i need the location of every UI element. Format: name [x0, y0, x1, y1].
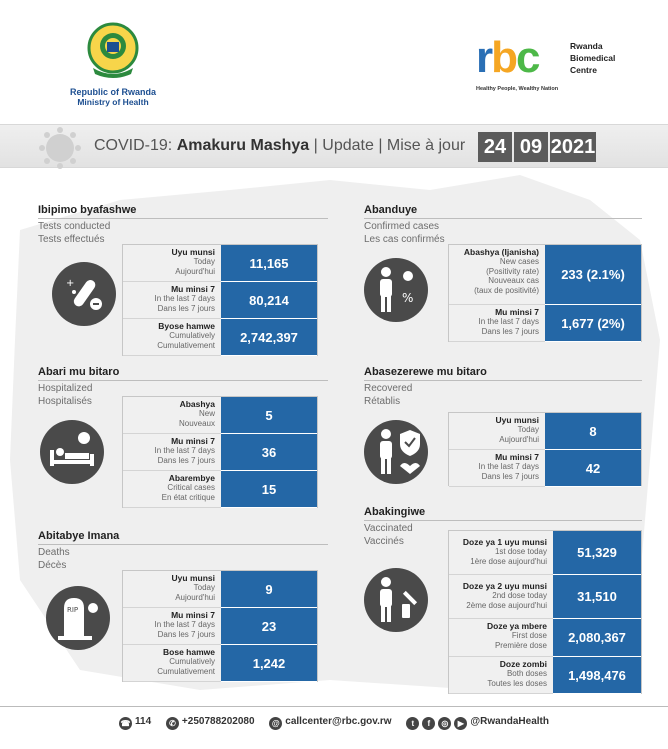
- vaccinated-sub-en: Vaccinated: [364, 523, 413, 534]
- rbc-name: Rwanda Biomedical Centre: [570, 41, 616, 75]
- vaccinated-title: Abakingiwe: [364, 506, 426, 518]
- tests-sub-fr: Tests effectués: [38, 234, 105, 245]
- vaccinated-row-both-doses: Doze zombi Both doses Toutes les doses 1,498,476: [449, 657, 641, 694]
- hospitalized-value: 5: [221, 397, 317, 434]
- date-year: 2021: [550, 132, 596, 162]
- tombstone-icon: [46, 586, 110, 650]
- svg-text:+: +: [66, 278, 75, 289]
- date-month: 09: [514, 132, 548, 162]
- footer-divider: [0, 706, 668, 707]
- hospitalized-panel: [122, 396, 318, 508]
- title-bar: [0, 124, 668, 168]
- vaccinated-value: 51,329: [553, 531, 641, 575]
- tests-panel: [122, 244, 318, 356]
- deaths-row-today: Uyu munsi Today Aujourd'hui 9: [123, 571, 317, 608]
- tests-sub-en: Tests conducted: [38, 221, 111, 232]
- confirmed-value: 233 (2.1%): [545, 245, 641, 305]
- confirmed-value: 1,677 (2%): [545, 305, 641, 342]
- recovered-value: 42: [545, 450, 641, 487]
- title-text: COVID-19: Amakuru Mashya | Update | Mise à jour: [94, 137, 466, 154]
- confirmed-row-new: Abashya (Ijanisha) New cases (Positivity rate) Nouveaux cas (taux de positivité) 233 (2.1%): [449, 245, 641, 305]
- republic-label: Republic of Rwanda: [69, 87, 156, 97]
- rwanda-emblem-icon: [87, 22, 139, 80]
- vaccinated-sub-fr: Vaccinés: [364, 536, 404, 547]
- deaths-row-7days: Mu minsi 7 In the last 7 days Dans les 7 jours 23: [123, 608, 317, 645]
- instagram-icon: ◎: [438, 717, 451, 730]
- hospitalized-divider: [38, 380, 328, 381]
- hospitalized-sub-en: Hospitalized: [38, 383, 93, 394]
- tests-title: Ibipimo byafashwe: [38, 204, 137, 216]
- deaths-value: 1,242: [221, 645, 317, 682]
- social-link[interactable]: t f ◎ ▶ @RwandaHealth: [406, 716, 549, 727]
- hotline-link[interactable]: ☎ 114: [120, 716, 152, 728]
- deaths-row-cumulative: Bose hamwe Cumulatively Cumulativement 1,242: [123, 645, 317, 682]
- confirmed-panel: [448, 244, 642, 342]
- vaccinated-panel: [448, 530, 642, 694]
- tests-row-cumulative: Byose hamwe Cumulatively Cumulativement 2,742,397: [123, 319, 317, 356]
- vaccinated-row-dose2-today: Doze ya 2 uyu munsi 2nd dose today 2ème dose aujourd'hui 31,510: [449, 575, 641, 619]
- hospitalized-value: 36: [221, 434, 317, 471]
- tests-value: 2,742,397: [221, 319, 317, 356]
- deaths-value: 9: [221, 571, 317, 608]
- tests-value: 11,165: [221, 245, 317, 282]
- tests-divider: [38, 218, 328, 219]
- tests-row-7days: Mu minsi 7 In the last 7 days Dans les 7 jours 80,214: [123, 282, 317, 319]
- test-tube-icon: [52, 262, 116, 326]
- recovered-value: 8: [545, 413, 641, 450]
- date-day: 24: [478, 132, 512, 162]
- hospitalized-title: Abari mu bitaro: [38, 366, 120, 378]
- virus-icon: [30, 125, 90, 171]
- youtube-icon: ▶: [454, 717, 467, 730]
- rbc-tagline: Healthy People, Wealthy Nation: [476, 86, 559, 92]
- recovered-panel: [448, 412, 642, 486]
- recovered-person-icon: [364, 420, 428, 484]
- deaths-title: Abitabye Imana: [38, 530, 120, 542]
- tests-row-today: Uyu munsi Today Aujourd'hui 11,165: [123, 245, 317, 282]
- vaccine-icon: [364, 568, 428, 632]
- recovered-title: Abasezerewe mu bitaro: [364, 366, 487, 378]
- footer-contacts: [0, 716, 668, 730]
- rbc-logo: [476, 33, 636, 96]
- vaccinated-divider: [364, 520, 642, 521]
- phone-icon: ☎: [120, 719, 131, 728]
- whatsapp-link[interactable]: ✆ +250788202080: [166, 716, 255, 727]
- recovered-sub-en: Recovered: [364, 383, 413, 394]
- ministry-label: Ministry of Health: [77, 97, 149, 107]
- hospitalized-row-critical: Abarembye Critical cases En état critique 15: [123, 471, 317, 508]
- vaccinated-value: 1,498,476: [553, 657, 641, 694]
- deaths-sub-fr: Décès: [38, 560, 67, 571]
- whatsapp-icon: ✆: [166, 717, 179, 730]
- infected-person-icon: [364, 258, 428, 322]
- facebook-icon: f: [422, 717, 435, 730]
- ministry-logo: [58, 22, 168, 107]
- hospital-bed-icon: [40, 420, 104, 484]
- rbc-wordmark: rbc: [476, 33, 539, 82]
- recovered-row-7days: Mu minsi 7 In the last 7 days Dans les 7 jours 42: [449, 450, 641, 487]
- tests-value: 80,214: [221, 282, 317, 319]
- vaccinated-row-dose1-today: Doze ya 1 uyu munsi 1st dose today 1ère dose aujourd'hui 51,329: [449, 531, 641, 575]
- hospitalized-row-7days: Mu minsi 7 In the last 7 days Dans les 7 jours 36: [123, 434, 317, 471]
- recovered-sub-fr: Rétablis: [364, 396, 401, 407]
- confirmed-title: Abanduye: [364, 204, 418, 216]
- confirmed-divider: [364, 218, 642, 219]
- email-icon: @: [269, 717, 282, 730]
- deaths-sub-en: Deaths: [38, 547, 70, 558]
- recovered-divider: [364, 380, 642, 381]
- hospitalized-sub-fr: Hospitalisés: [38, 396, 92, 407]
- twitter-icon: t: [406, 717, 419, 730]
- confirmed-sub-en: Confirmed cases: [364, 221, 440, 232]
- svg-text:RIP: RIP: [67, 606, 79, 614]
- vaccinated-row-first-dose: Doze ya mbere First dose Première dose 2,080,367: [449, 619, 641, 657]
- hospitalized-row-new: Abashya New Nouveaux 5: [123, 397, 317, 434]
- confirmed-row-7days: Mu minsi 7 In the last 7 days Dans les 7 jours 1,677 (2%): [449, 305, 641, 342]
- deaths-divider: [38, 544, 328, 545]
- hospitalized-value: 15: [221, 471, 317, 508]
- deaths-panel: [122, 570, 318, 682]
- email-link[interactable]: @ callcenter@rbc.gov.rw: [269, 716, 391, 727]
- vaccinated-value: 31,510: [553, 575, 641, 619]
- recovered-row-today: Uyu munsi Today Aujourd'hui 8: [449, 413, 641, 450]
- vaccinated-value: 2,080,367: [553, 619, 641, 657]
- svg-text:%: %: [402, 291, 414, 305]
- deaths-value: 23: [221, 608, 317, 645]
- confirmed-sub-fr: Les cas confirmés: [364, 234, 445, 245]
